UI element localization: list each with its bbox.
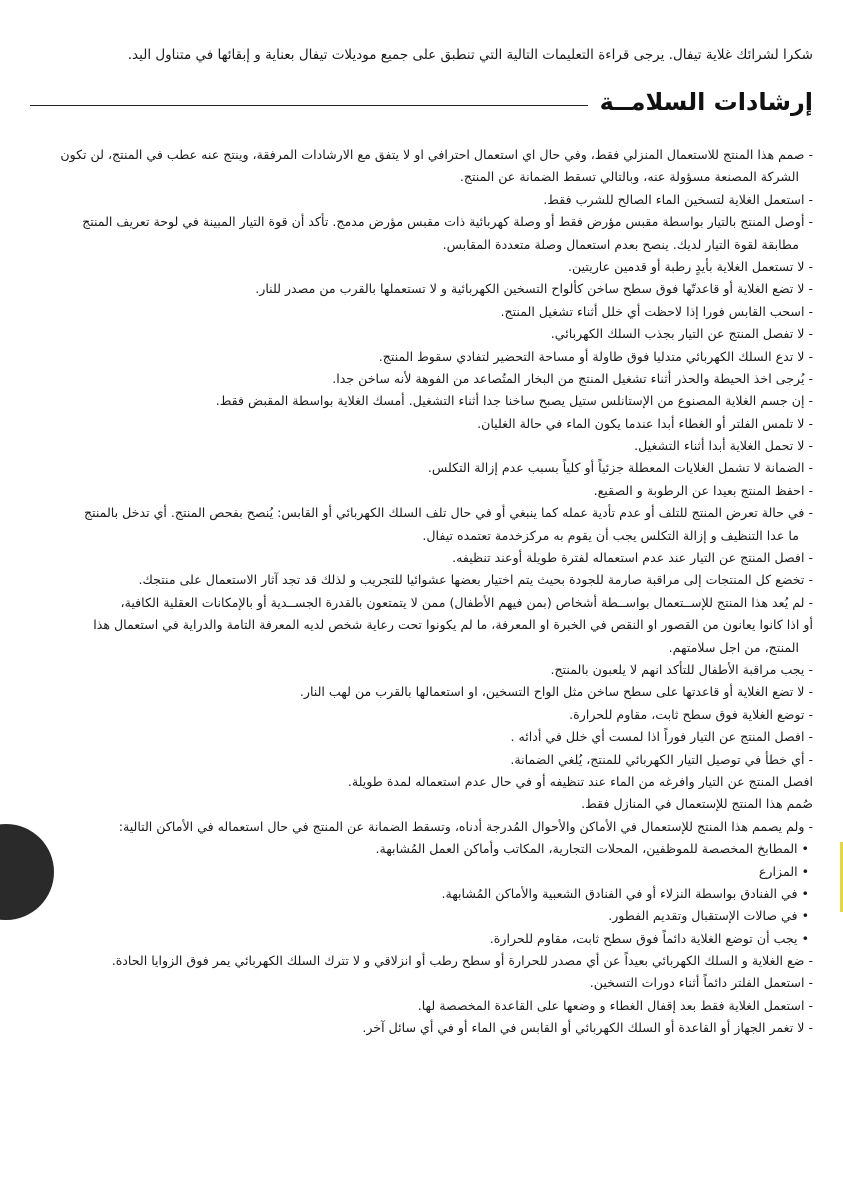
instruction-line: الشركة المصنعة مسؤولة عنه، وبالتالي تسقط الضمانة عن المنتج. [459,169,799,185]
instruction-line: - أي خطأ في توصيل التيار الكهربائي للمنتج، يُلغي الضمانة. [510,751,813,767]
instruction-line: - ضع الغلاية و السلك الكهربائي بعيداً عن أي مصدر للحرارة أو سطح رطب أو انزلاقي و لا تترك السلك الكهربائي يمر فوق الزوايا الحادة. [111,953,813,969]
bullet-line: • المطابخ المخصصة للموظفين، المحلات التجارية، المكاتب وأماكن العمل المُشابهة. [375,841,809,857]
instruction-line: صُمم هذا المنتج للإستعمال في المنازل فقط. [581,796,813,812]
instruction-line: - استعمل الفلتر دائماً أثناء دورات التسخين. [589,975,813,991]
instruction-line: - أوصل المنتج بالتيار بواسطة مقبس مؤرض فقط أو وصلة كهربائية ذات مقبس مؤرض مدمج. تأكد أن قوة التيار المبينة في لوحة تعريف المنتج [82,214,813,230]
instruction-line: - يُرجى اخذ الحيطة والحذر أثناء تشغيل المنتج من البخار المتُصاعد من الفوهة لأنه ساخن جدا. [332,370,813,386]
instruction-line: - الضمانة لا تشمل الغلايات المعطلة جزئياً أو كلياً بسبب عدم إزالة التكلس. [427,460,813,476]
instruction-line: ما عدا التنظيف و إزالة التكلس يجب أن يقوم به مركزخدمة تعتمده تيفال. [422,527,799,543]
instruction-line: - تخضع كل المنتجات إلى مراقبة صارمة للجودة بحيث يتم اختيار بعضها عشوائيا للتجريب و لذلك قد تجد آثار الاستعمال على منتجك. [138,572,813,588]
instruction-line: - إن جسم الغلاية المصنوع من الإستانلس ستيل يصبح ساخنا جدا أثناء التشغيل. أمسك الغلاية بواسطة المقبض فقط. [215,393,813,409]
instruction-line: المنتج، من اجل سلامتهم. [668,639,799,655]
instruction-line: - لم يُعد هذا المنتج للإســتعمال بواســطة أشخاص (بمن فيهم الأطفال) ممن لا يتمتعون بالقدرة الجســدية أو بالإمكانات العقلية الكافية، [120,594,813,610]
instruction-line: - لا تحمل الغلاية أبدا أثناء التشغيل. [634,438,813,454]
section-heading: إرشادات السلامــة [599,88,813,116]
instruction-line: مطابقة لقوة التيار لديك. ينصح بعدم استعمال وصلة متعددة المقابس. [442,236,799,252]
section-heading-row [30,84,813,120]
instruction-line: - احفظ المنتج بعيدا عن الرطوبة و الصقيع. [593,482,813,498]
instruction-line: - استعمل الغلاية فقط بعد إقفال الغطاء و وضعها على القاعدة المخصصة لها. [417,997,813,1013]
instruction-line: - افصل المنتج عن التيار عند عدم استعماله لفترة طويلة أوعند تنظيفه. [452,550,813,566]
instruction-line: افصل المنتج عن التيار وافرغه من الماء عند تنظيفه أو في حال عدم استعماله لمدة طويلة. [347,773,813,789]
instruction-line: - يجب مراقبة الأطفال للتأكد انهم لا يلعبون بالمنتج. [550,661,813,677]
instruction-line: - لا تغمر الجهاز أو القاعدة أو السلك الكهربائي أو القابس في الماء أو في أي سائل آخر. [362,1020,813,1036]
instruction-line: - لا تضع الغلاية أو قاعدتّها فوق سطح ساخن كألواح التسخين الكهربائية و لا تستعملها بالقرب من مصدر للنار. [255,281,813,297]
bullet-line: • المزارع [758,863,809,879]
instruction-line: - استعمل الغلاية لتسخين الماء الصالح للشرب فقط. [543,191,813,207]
instruction-line: - ولم يصمم هذا المنتج للإستعمال في الأماكن والأحوال المُدرجة أدناه، وتسقط الضمانة عن المنتج في حال استعماله في الأماكن التالية: [118,818,813,834]
instruction-line: - افصل المنتج عن التيار فوراً اذا لمست أي خلل في أدائه . [510,729,813,745]
instruction-line: - لا تضع الغلاية أو قاعدتها على سطح ساخن مثل الواح التسخين، او استعمالها بالقرب من لهب النار. [299,684,813,700]
instruction-line: - لا تستعمل الغلاية بأيدٍ رطبة أو قدمين عاريتين. [568,258,813,274]
bullet-line: • في الفنادق بواسطة النزلاء أو في الفنادق الشعبية والأماكن المُشابهة. [441,885,809,901]
instruction-line: - توضع الغلاية فوق سطح ثابت، مقاوم للحرارة. [569,706,813,722]
instruction-line: - اسحب القابس فورا إذا لاحظت أي خلل أثناء تشغيل المنتج. [500,303,813,319]
instruction-line: - لا تدع السلك الكهربائي متدليا فوق طاولة أو مساحة التحضير لتفادي سقوط المنتج. [378,348,813,364]
instruction-line: - لا تفصل المنتج عن التيار بجذب السلك الكهربائي. [550,326,813,342]
intro-text: شكرا لشرائك غلاية تيفال. يرجى قراءة التعليمات التالية التي تنطبق على جميع موديلات تيفال بعناية و إبقائها في متناول اليد. [127,47,813,63]
bullet-line: • يجب أن توضع الغلاية دائماً فوق سطح ثابت، مقاوم للحرارة. [489,930,809,946]
instruction-line: - صمم هذا المنتج للاستعمال المنزلي فقط، وفي حال اي استعمال احترافي او لا يتفق مع الارشادات المرفقة، وينتج عنه عطب في المنتج، لن تكون [60,147,813,162]
heading-rule [30,105,588,106]
instruction-line: أو اذا كانوا يعانون من القصور او النقص في الخبرة او المعرفة، ما لم يكونوا تحت رعاية شخص لديه المعرفة التامة والدراية في استعمال هذا [93,617,813,633]
safety-instructions [30,144,813,1040]
bullet-line: • في صالات الإستقبال وتقديم الفطور. [608,908,809,924]
instruction-line: - في حالة تعرض المنتج للتلف أو عدم تأدية عمله كما ينبغي أو في حال تلف السلك الكهربائي أو القابس: يُنصح بفحص المنتج. أي تدخل بالمنتج [83,505,813,521]
instruction-line: - لا تلمس الفلتر أو الغطاء أبدا عندما يكون الماء في حالة الغليان. [477,415,813,431]
